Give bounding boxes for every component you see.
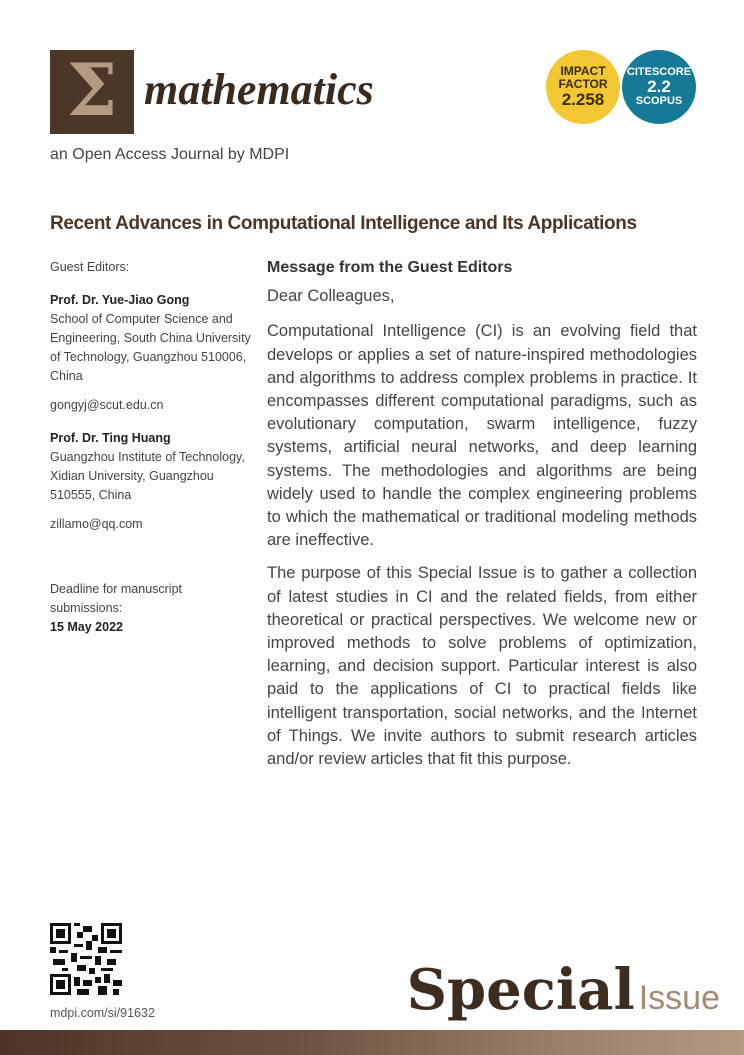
- journal-name: mathematics: [144, 65, 374, 114]
- editor-affiliation: Guangzhou Institute of Technology, Xidian University, Guangzhou 510555, China: [50, 450, 245, 502]
- badge-label: IMPACT: [560, 64, 606, 79]
- editors-sidebar: [50, 258, 255, 637]
- editor-name: Prof. Dr. Yue-Jiao Gong: [50, 293, 190, 307]
- citescore-value: 2.2: [647, 77, 671, 97]
- qr-code[interactable]: [50, 923, 122, 995]
- impact-factor-value: 2.258: [561, 89, 605, 109]
- footer-bar: [0, 1030, 744, 1055]
- special-issue-url[interactable]: mdpi.com/si/91632: [50, 1006, 155, 1020]
- message-paragraph: The purpose of this Special Issue is to gather a collection of latest studies in CI and the related fields, from either theoretical or practical perspectives. We welcome new or improved methods to solve problems of optimization, learning, and decision support. Particular interest is also paid to the applications of CI to practical fields like intelligent transportation, social networks, and the Internet of Things. We invite authors to submit research articles and/or review articles that fit this purpose.: [267, 564, 697, 769]
- special-wordmark: Special: [406, 957, 635, 1023]
- tagline: an Open Access Journal by MDPI: [50, 146, 290, 163]
- special-issue-wordmark: [406, 957, 720, 1023]
- badge-label: CITESCORE: [626, 65, 692, 78]
- editor-email[interactable]: zillamo@qq.com: [50, 517, 143, 531]
- badge-label: SCOPUS: [635, 94, 683, 107]
- editor-affiliation: School of Computer Science and Engineering, South China University of Technology, Guangzhou 510006, China: [50, 312, 251, 383]
- badge-label: FACTOR: [558, 77, 608, 92]
- deadline-label: Deadline for manuscript submissions:: [50, 582, 183, 615]
- message-paragraph: Computational Intelligence (CI) is an evolving field that develops or applies a set of nature-inspired methodologies and algorithms to address complex problems in practice. It encompasses different computational paradigms, such as evolutionary computation, swarm intelligence, fuzzy systems, artificial neural networks, and deep learning systems. The methodologies and algorithms are being widely used to handle the complex engineering problems to which the mathematical or traditional modeling methods are ineffective.: [267, 322, 697, 550]
- salutation: Dear Colleagues,: [267, 287, 395, 306]
- special-issue-title: Recent Advances in Computational Intelligence and Its Applications: [50, 213, 637, 234]
- editor-1: [50, 291, 255, 386]
- editor-email[interactable]: gongyj@scut.edu.cn: [50, 398, 164, 412]
- issue-wordmark: Issue: [638, 979, 720, 1017]
- editor-2: [50, 429, 255, 505]
- guest-editors-label: Guest Editors:: [50, 260, 130, 274]
- editor-name: Prof. Dr. Ting Huang: [50, 431, 171, 445]
- guest-editors-message: [267, 256, 697, 781]
- journal-logo: [50, 47, 134, 134]
- deadline-date: 15 May 2022: [50, 620, 123, 634]
- sigma-logo-icon: Σ: [66, 47, 118, 132]
- impact-factor-badge: [546, 50, 620, 124]
- message-heading: Message from the Guest Editors: [267, 259, 513, 276]
- citescore-badge: [622, 50, 696, 124]
